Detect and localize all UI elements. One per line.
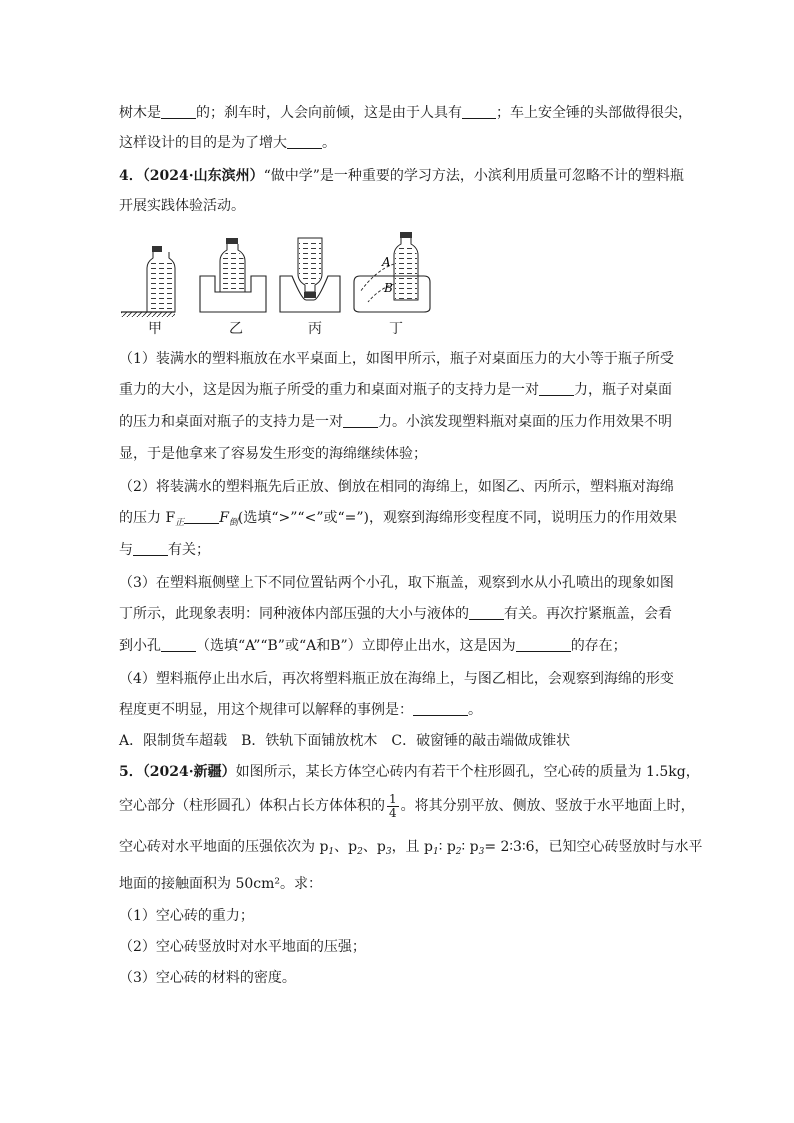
text: 有关； <box>168 542 210 558</box>
q4-part2-line-3 <box>119 540 210 560</box>
text: （2）将装满水的塑料瓶先后正放、倒放在相同的海绵上，如图乙、丙所示，塑料瓶对海绵 <box>119 479 674 495</box>
text: 。 <box>322 135 336 151</box>
q4-part1-line-2 <box>119 380 672 400</box>
text: 、p <box>334 839 358 855</box>
text: （2）空心砖竖放时对水平地面的压强； <box>119 939 366 955</box>
text: 的压力和桌面对瓶子的支持力是一对 <box>119 414 343 430</box>
q4-part1-line-1 <box>119 349 674 369</box>
q4-part3-line-1 <box>119 573 674 593</box>
text: （1）空心砖的重力； <box>119 908 254 924</box>
text: 的存在； <box>570 638 627 654</box>
answer-blank[interactable] <box>516 637 571 652</box>
q5-subquestion-3 <box>119 968 296 988</box>
answer-blank[interactable] <box>184 509 219 524</box>
answer-blank[interactable] <box>161 104 196 119</box>
text: 程度更不明显，用这个规律可以解释的事例是： <box>119 702 413 718</box>
text: 有关。再次拧紧瓶盖，会看 <box>504 606 672 622</box>
text: 丁所示，此现象表明：同种液体内部压强的大小与液体的 <box>119 606 469 622</box>
caption-bing: 丙 <box>308 321 322 337</box>
q4-part3-line-3 <box>119 636 627 656</box>
text: ∶ p <box>438 839 456 855</box>
text: 树木是 <box>119 105 161 121</box>
q4-part2-line-1 <box>119 477 674 497</box>
subscript: 2 <box>455 847 462 857</box>
bottle-experiment-figure <box>118 226 438 322</box>
answer-options: A．限制货车超载 B．铁轨下面铺放枕木 C．破窗锤的敲击端做成锥状 <box>119 733 571 749</box>
q4-part4-line-1 <box>119 669 674 689</box>
text: 这样设计的目的是为了增大 <box>119 135 287 151</box>
q4-part2-line-2 <box>119 508 677 533</box>
q5-line-3 <box>119 837 703 862</box>
text: 显，于是他拿来了容易发生形变的海绵继续体验； <box>119 446 427 462</box>
figure-bing-inverted-on-sponge <box>280 238 340 312</box>
q4-intro-line-2 <box>119 196 245 216</box>
label-A: A <box>382 255 391 269</box>
answer-blank[interactable] <box>133 541 168 556</box>
text: 、p <box>362 839 386 855</box>
text: 空心部分（柱形圆孔）体积占长方体体积的 <box>119 798 385 814</box>
text: 地面的接触面积为 50cm²。求： <box>119 876 322 892</box>
question-source: （2024·山东滨州） <box>142 168 264 184</box>
answer-blank[interactable] <box>469 605 504 620</box>
q5-subquestion-2 <box>119 937 366 957</box>
answer-blank[interactable] <box>462 104 496 119</box>
text: 空心砖对水平地面的压强依次为 p <box>119 839 329 855</box>
caption-yi: 乙 <box>229 321 243 337</box>
text: 与 <box>119 542 133 558</box>
text: 。 <box>468 702 482 718</box>
text: ，且 p <box>391 839 433 855</box>
prev-line-2 <box>119 133 336 153</box>
text: 。将其分别平放、侧放、竖放于水平地面上时， <box>400 798 695 814</box>
text: ∶ p <box>461 839 479 855</box>
answer-blank[interactable] <box>287 134 322 149</box>
text: （3）在塑料瓶侧壁上下不同位置钻两个小孔，取下瓶盖，观察到水从小孔喷出的现象如图 <box>119 575 674 591</box>
question-source: （2024·新疆） <box>142 764 236 780</box>
text: 如图所示，某长方体空心砖内有若干个柱形圆孔，空心砖的质量为 1.5kg， <box>235 764 700 780</box>
subscript: 3 <box>478 847 485 857</box>
answer-blank[interactable] <box>161 637 196 652</box>
fraction-numerator: 1 <box>389 791 397 806</box>
q5-line-1 <box>119 762 700 782</box>
text: 力，瓶子对桌面 <box>574 382 672 398</box>
fraction-denominator: 4 <box>389 805 397 820</box>
q4-part1-line-3 <box>119 412 672 432</box>
text: (选填“>”“<”或“=”)，观察到海绵形变程度不同，说明压力的作用效果 <box>237 510 677 526</box>
label-B: B <box>384 281 393 295</box>
subscript: 1 <box>432 847 439 857</box>
subscript: 倒 <box>228 518 238 528</box>
prev-line-1 <box>119 103 692 123</box>
subscript: 2 <box>357 847 363 857</box>
text: 到小孔 <box>119 638 161 654</box>
q4-part4-line-2 <box>119 700 482 720</box>
text: （选填“A”“B”或“A和B”）立即停止出水，这是因为 <box>196 638 516 654</box>
q4-options <box>119 731 570 751</box>
figure-ding-bottle-with-holes <box>354 232 430 312</box>
subscript: 3 <box>385 847 392 857</box>
text: （1）装满水的塑料瓶放在水平桌面上，如图甲所示，瓶子对桌面压力的大小等于瓶子所受 <box>119 351 674 367</box>
figure-yi-upright-on-sponge <box>200 238 266 312</box>
caption-jia: 甲 <box>148 321 162 337</box>
figure-jia-bottle-on-table <box>121 246 175 317</box>
text: 的压力 F <box>119 510 176 526</box>
q5-subquestion-1 <box>119 906 254 926</box>
answer-blank[interactable] <box>539 381 574 396</box>
fraction-one-quarter <box>387 793 399 820</box>
subscript: 正 <box>175 518 185 528</box>
text: 力。小滨发现塑料瓶对桌面的压力作用效果不明 <box>378 414 672 430</box>
caption-ding: 丁 <box>389 321 403 337</box>
q5-line-4 <box>119 874 322 894</box>
answer-blank[interactable] <box>413 701 468 716</box>
text: 重力的大小，这是因为瓶子所受的重力和桌面对瓶子的支持力是一对 <box>119 382 539 398</box>
text: （3）空心砖的材料的密度。 <box>119 970 296 986</box>
text: = 2∶3∶6，已知空心砖竖放时与水平 <box>484 839 703 855</box>
text: 的；刹车时，人会向前倾，这是由于人具有 <box>196 105 462 121</box>
question-number: 5． <box>119 764 143 780</box>
q4-intro-line-1 <box>119 166 684 186</box>
text: ；车上安全锤的头部做得很尖， <box>496 105 692 121</box>
q5-line-2 <box>119 791 695 821</box>
q4-part3-line-2 <box>119 604 672 624</box>
subscript: 1 <box>328 847 335 857</box>
q4-part1-line-4 <box>119 444 427 464</box>
text: “做中学”是一种重要的学习方法，小滨利用质量可忽略不计的塑料瓶 <box>263 168 684 184</box>
answer-blank[interactable] <box>343 413 378 428</box>
question-number: 4． <box>119 168 143 184</box>
text: 开展实践体验活动。 <box>119 198 245 214</box>
text: F <box>219 510 229 526</box>
text: （4）塑料瓶停止出水后，再次将塑料瓶正放在海绵上，与图乙相比，会观察到海绵的形变 <box>119 671 674 687</box>
